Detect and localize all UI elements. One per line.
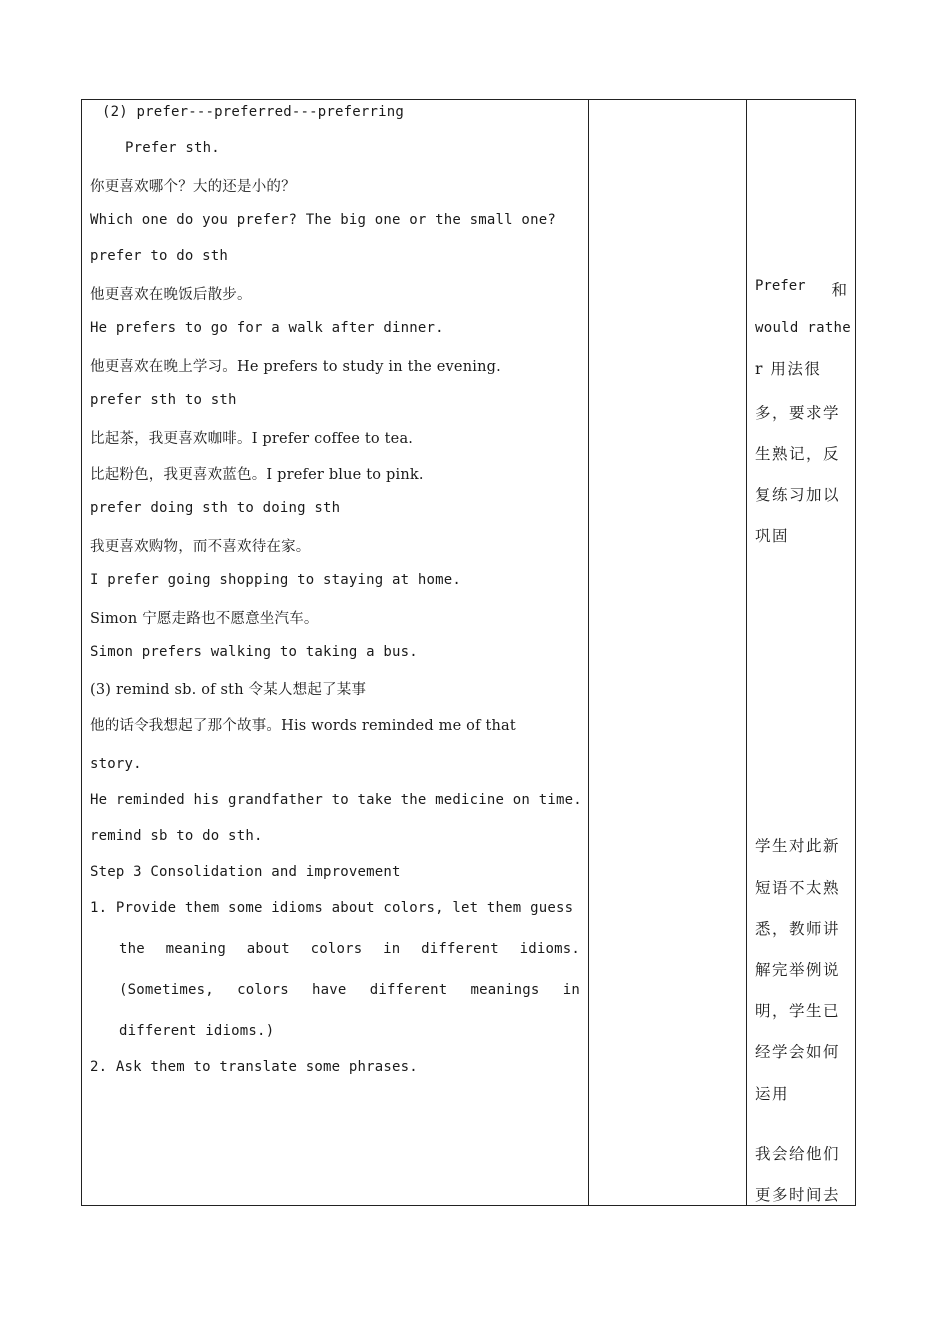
note-line: Prefer 和 (755, 278, 847, 299)
content-line: 比起粉色，我更喜欢蓝色。I prefer blue to pink. (90, 467, 424, 483)
note-line: 解完举例说 (755, 961, 841, 979)
content-line: story. (90, 756, 142, 772)
content-line: 他更喜欢在晚饭后散步。 (90, 287, 252, 303)
note-line: 更多时间去 (755, 1186, 841, 1204)
content-line: (3) remind sb. of sth 令某人想起了某事 (90, 682, 367, 698)
content-line: Simon 宁愿走路也不愿意坐汽车。 (90, 611, 319, 627)
content-line: 我更喜欢购物，而不喜欢待在家。 (90, 539, 311, 555)
content-line: 他更喜欢在晚上学习。He prefers to study in the evening. (90, 359, 501, 375)
content-line: Prefer sth. (125, 140, 220, 156)
column-divider (588, 100, 589, 1205)
note-line: 经学会如何 (755, 1043, 841, 1061)
note-line: would rathe (755, 320, 852, 336)
note-line: 明，学生已 (755, 1002, 841, 1020)
lesson-table (81, 99, 856, 1206)
note-line: 生熟记，反 (755, 445, 841, 463)
list-item: 2. Ask them to translate some phrases. (90, 1059, 418, 1075)
note-line: 复练习加以 (755, 486, 841, 504)
list-item: 1. Provide them some idioms about colors, let them guess (90, 900, 574, 916)
content-line: Which one do you prefer? The big one or the small one? (90, 212, 556, 228)
content-line: I prefer going shopping to staying at home. (90, 572, 462, 588)
list-item-continuation: different idioms.) (119, 1023, 275, 1039)
content-line: He prefers to go for a walk after dinner. (90, 320, 444, 336)
content-line: (2) prefer---preferred---preferring (102, 104, 405, 120)
note-line: 学生对此新 (755, 837, 841, 855)
content-line: prefer doing sth to doing sth (90, 500, 341, 516)
content-line: 他的话令我想起了那个故事。His words reminded me of that (90, 718, 516, 734)
content-line: 比起茶，我更喜欢咖啡。I prefer coffee to tea. (90, 431, 414, 447)
content-line: prefer to do sth (90, 248, 229, 264)
content-line: 你更喜欢哪个？大的还是小的？ (90, 179, 296, 195)
list-item-continuation: (Sometimes, colors have different meanings in (119, 982, 580, 998)
note-line: 运用 (755, 1085, 790, 1103)
column-divider (746, 100, 747, 1205)
list-item-continuation: the meaning about colors in different idioms. (119, 941, 580, 957)
note-line: 悉，教师讲 (755, 920, 841, 938)
note-line: r 用法很 (755, 360, 822, 378)
content-line: Step 3 Consolidation and improvement (90, 864, 401, 880)
note-line: 多，要求学 (755, 404, 841, 422)
content-line: prefer sth to sth (90, 392, 237, 408)
note-line: 巩固 (755, 527, 790, 545)
note-line: 我会给他们 (755, 1145, 841, 1163)
content-line: He reminded his grandfather to take the medicine on time. (90, 792, 582, 808)
content-line: Simon prefers walking to taking a bus. (90, 644, 418, 660)
note-line: 短语不太熟 (755, 879, 841, 897)
content-line: remind sb to do sth. (90, 828, 263, 844)
